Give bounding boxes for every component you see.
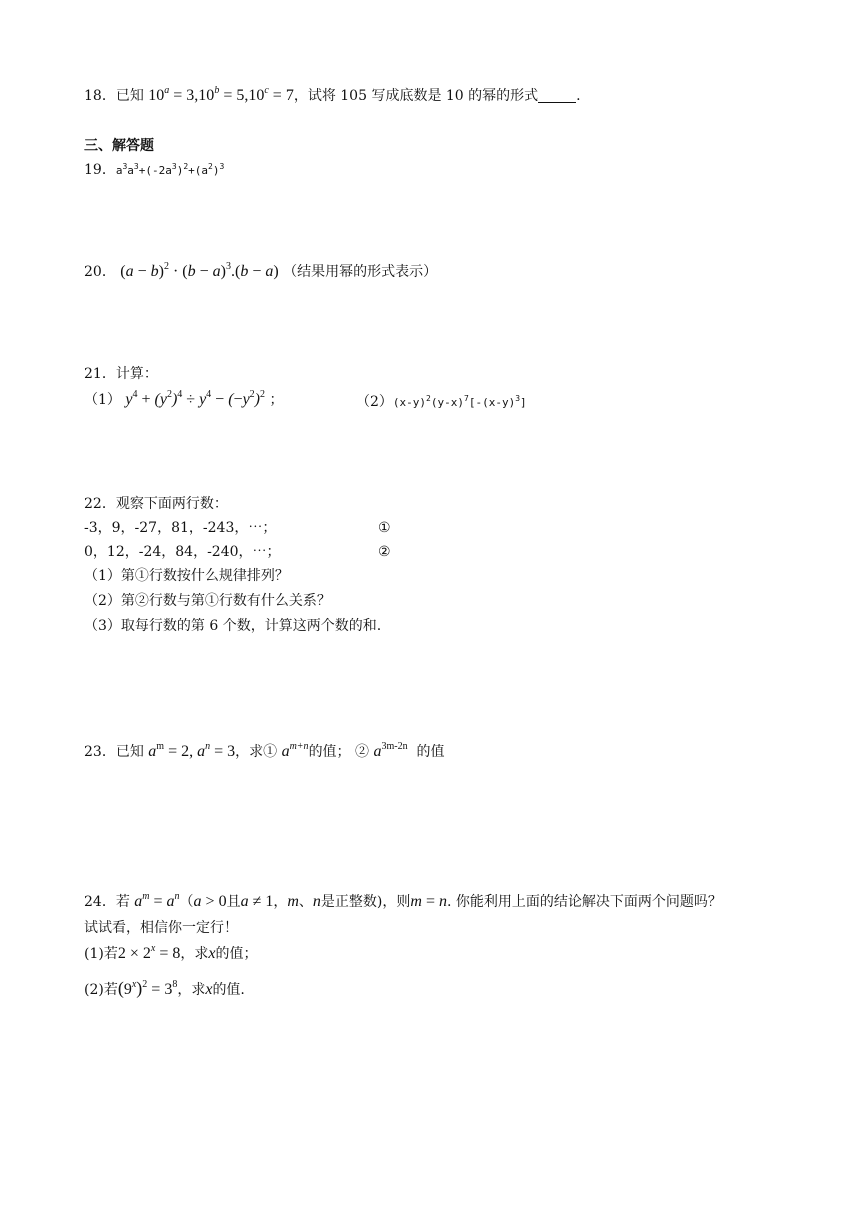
- sub-question-label: (1)若: [84, 946, 118, 962]
- formula: $a^m = a^n$: [134, 891, 180, 910]
- formula: $(x-y)^2(y-x)^7[-(x-y)^3]$: [392, 394, 527, 409]
- question-text: ，求①: [235, 744, 278, 760]
- question-text: 是正整数)，则: [320, 894, 411, 910]
- question-number: 18．: [84, 88, 116, 104]
- formula: n: [312, 893, 321, 910]
- answer-blank: [538, 88, 576, 103]
- question-text: 已知: [115, 88, 144, 104]
- formula: $2 \times 2^x = 8$: [117, 943, 181, 962]
- row-marker-2: ②: [378, 544, 391, 560]
- question-21-part-2: [356, 392, 527, 413]
- formula: m: [287, 893, 299, 910]
- part-label: （2）: [356, 394, 393, 410]
- formula: a > 0: [193, 893, 227, 910]
- part-label: （1）: [84, 392, 121, 408]
- formula: $10^a = 3,10^b = 5,10^c = 7$: [148, 85, 294, 104]
- question-text: （: [179, 894, 194, 910]
- question-24: [84, 892, 722, 912]
- number-row-2: 0，12，-24，84，-240，⋯；: [84, 544, 281, 560]
- question-text: 的值.: [212, 982, 245, 998]
- formula: x: [205, 981, 213, 998]
- question-19: [84, 160, 224, 181]
- question-number: 21．: [84, 366, 116, 382]
- sub-question-label: (2)若: [84, 982, 118, 998]
- question-22: [84, 494, 228, 514]
- formula: $a^{m+n}$: [281, 741, 309, 760]
- question-text: 且: [226, 894, 241, 910]
- question-23: [84, 742, 444, 762]
- question-number: 24．: [84, 894, 116, 910]
- sub-question: （2）第②行数与第①行数有什么关系？: [84, 593, 331, 609]
- question-text: ，试将 105 写成底数是 10 的幂的形式: [293, 88, 539, 104]
- question-18: [84, 86, 581, 106]
- question-text: .: [576, 88, 581, 104]
- question-24-sub-1: [84, 944, 257, 964]
- number-row-1: -3，9，-27，81，-243，⋯；: [84, 520, 277, 536]
- question-text: 已知: [115, 744, 144, 760]
- formula: $(9^x)^2 = 3^8$: [117, 978, 178, 998]
- sub-question: （3）取每行数的第 6 个数，计算这两个数的和.: [84, 618, 382, 634]
- formula: $a^{3m-2n}$: [373, 741, 408, 760]
- question-number: 19．: [84, 162, 116, 178]
- formula: $y^4 + (y^2)^4 \div y^4 - (-y^2)^2$: [125, 389, 265, 408]
- question-number: 22．: [84, 496, 116, 512]
- formula: m = n: [410, 893, 447, 910]
- formula: $(a - b)^2 \cdot (b - a)^3.(b - a)$: [120, 261, 279, 280]
- question-text: 的值: [416, 744, 445, 760]
- row-marker-1: ①: [378, 520, 391, 536]
- question-text: ，求: [180, 946, 209, 962]
- question-text: . 你能利用上面的结论解决下面两个问题吗？: [446, 894, 722, 910]
- question-note: （结果用幂的形式表示）: [283, 264, 438, 280]
- formula: a ≠ 1: [240, 893, 274, 910]
- question-text: 计算：: [115, 366, 158, 382]
- question-text: 的值；: [215, 946, 258, 962]
- section-title: 三、解答题: [84, 138, 154, 154]
- question-number: 23．: [84, 744, 116, 760]
- question-21: [84, 364, 158, 384]
- question-21-part-1: （1） $y^4 + (y^2)^4 \div y^4 - (-y^2)^2$ ；: [84, 389, 284, 408]
- formula: $a^m = 2$, $a^n = 3$: [148, 741, 236, 760]
- question-text: ，求: [177, 982, 206, 998]
- question-24-line-2: 试试看，相信你一定行！: [84, 920, 238, 936]
- question-20: [84, 262, 437, 282]
- question-24-sub-2: [84, 978, 245, 1000]
- question-text: 的值； ②: [308, 744, 370, 760]
- sub-question: （1）第①行数按什么规律排列？: [84, 568, 289, 584]
- formula: $a^3a^3+(-2a^3)^2+(a^2)^3$: [115, 162, 225, 177]
- question-text: ，: [273, 894, 288, 910]
- question-text: 观察下面两行数：: [115, 496, 228, 512]
- question-number: 20．: [84, 264, 116, 280]
- question-text: 、: [298, 894, 313, 910]
- question-text: 若: [115, 894, 130, 910]
- formula: x: [208, 945, 216, 962]
